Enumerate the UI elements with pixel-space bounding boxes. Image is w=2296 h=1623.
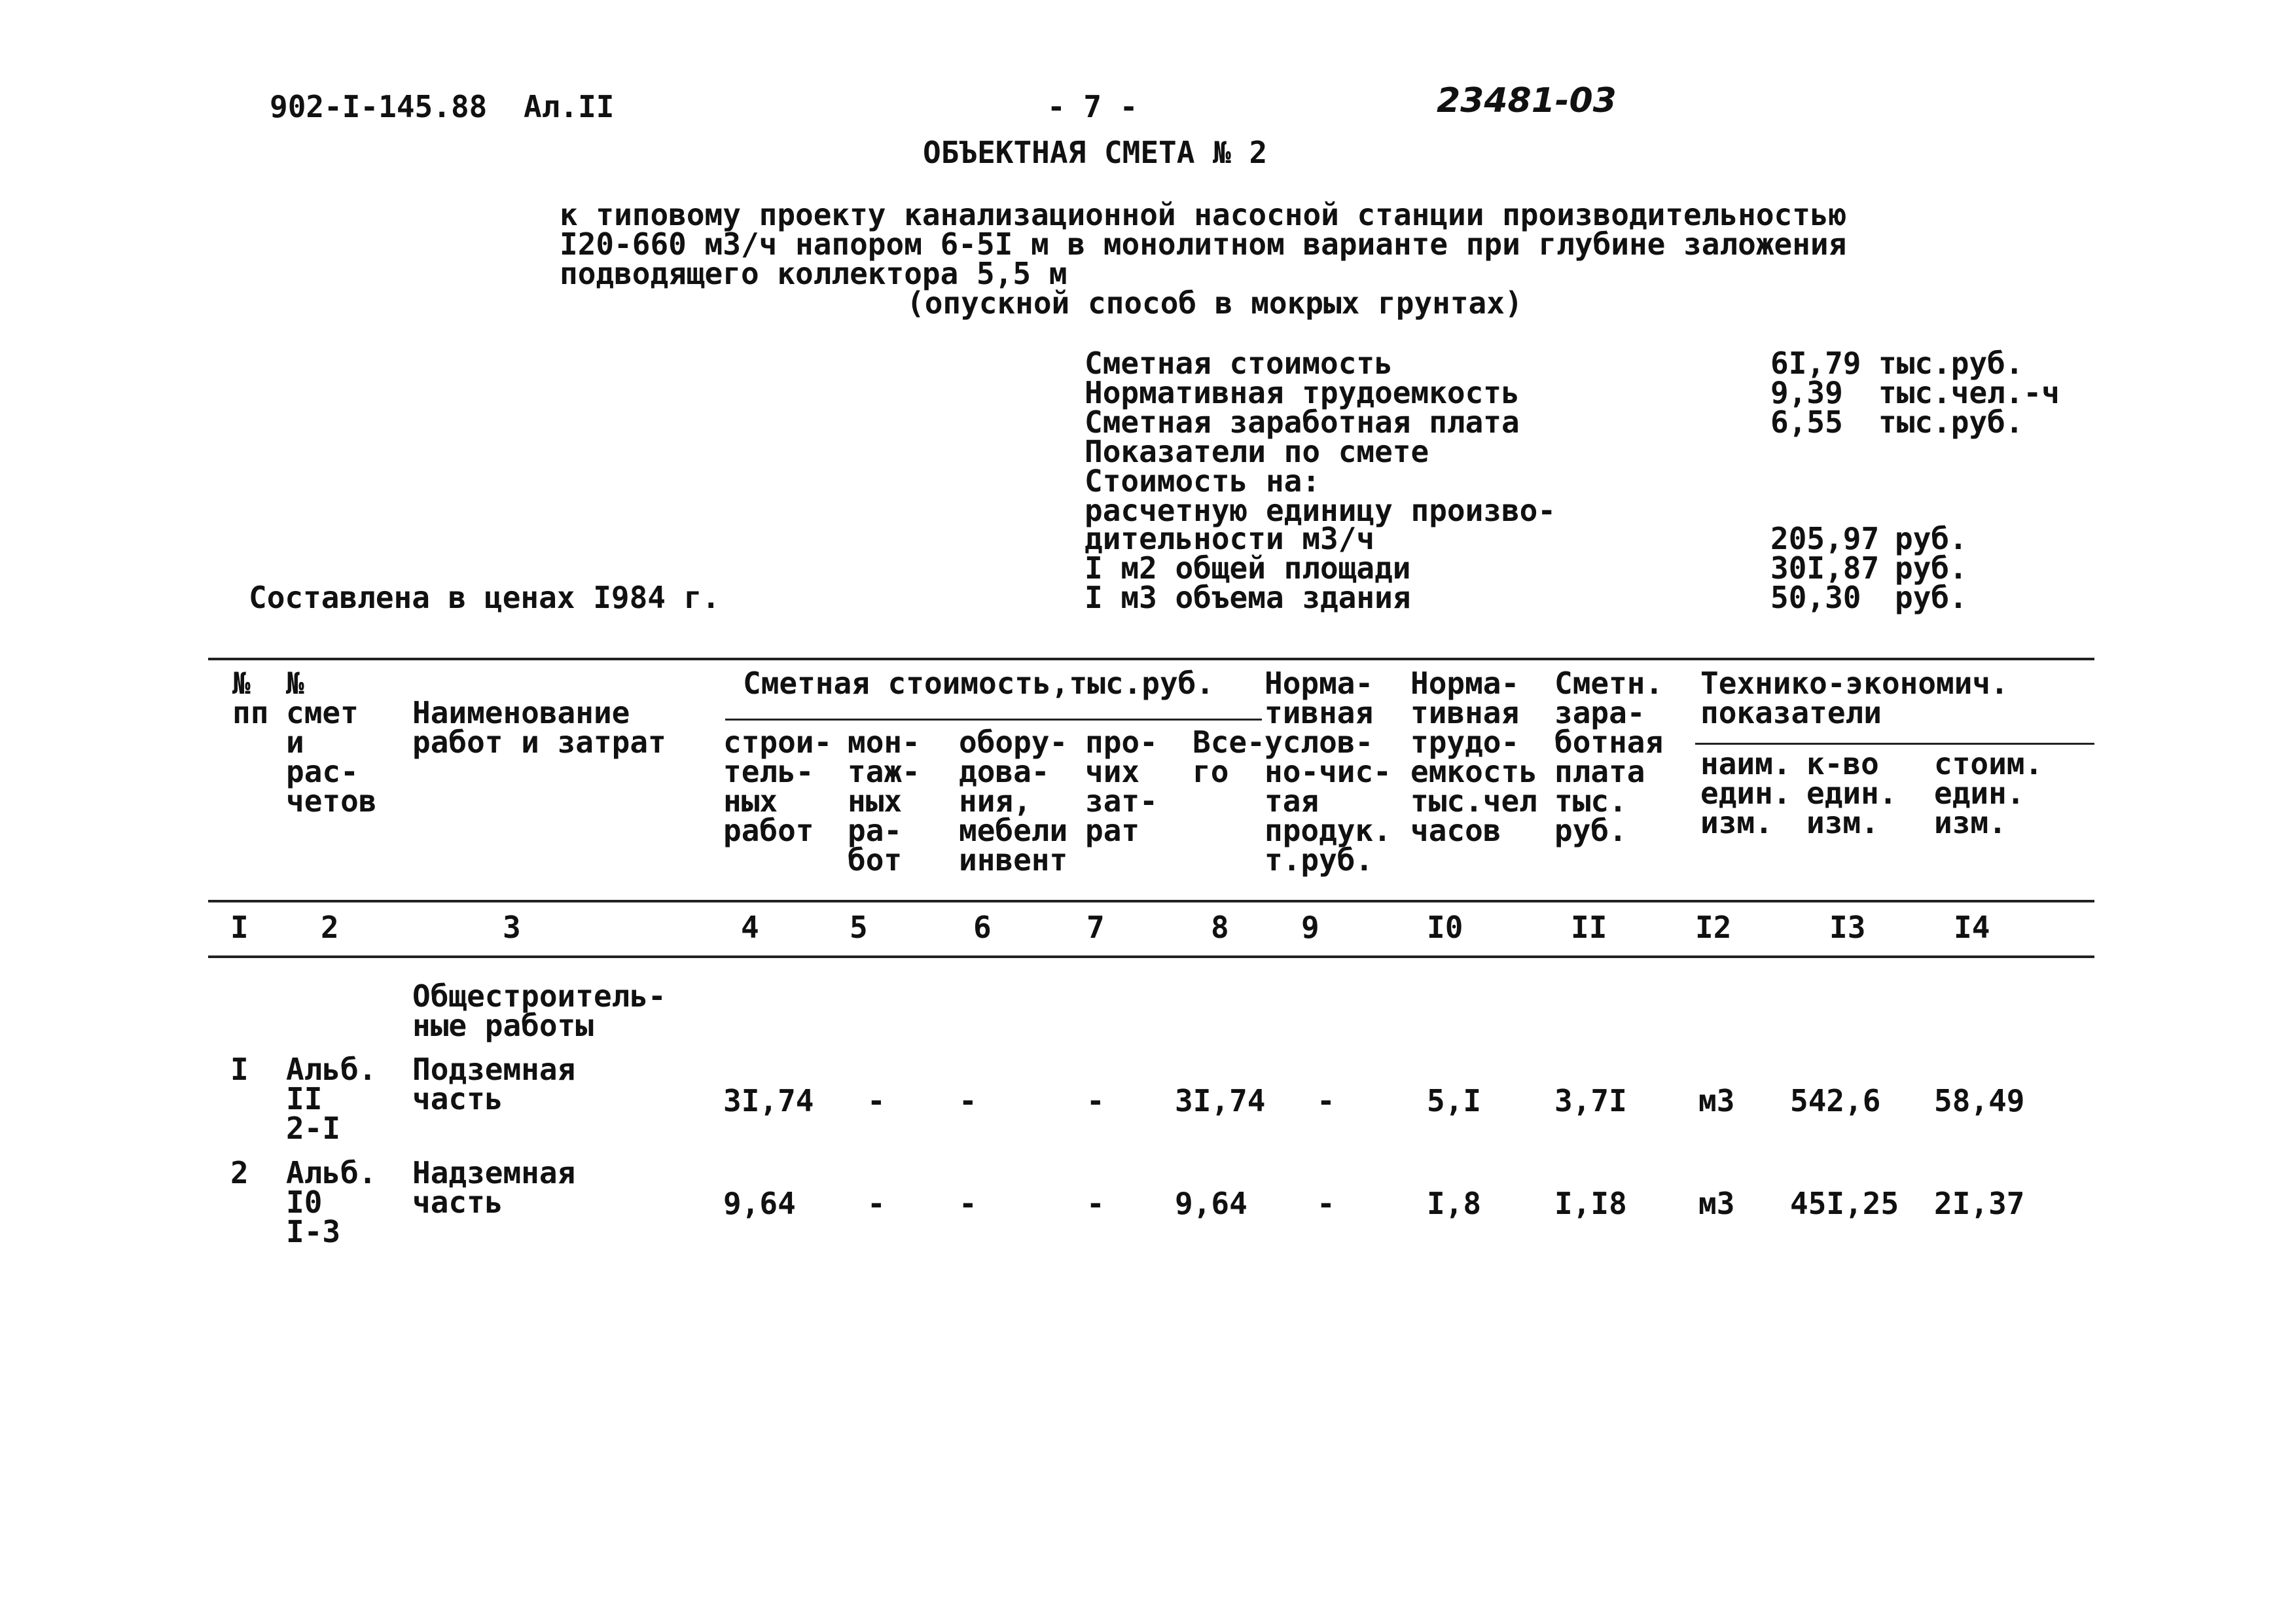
col-header-unit-name: наим. един. изм. [1700, 746, 1791, 840]
cell-unit-name: м3 [1698, 1186, 1735, 1221]
subtitle-line-4: (опускной способ в мокрых грунтах) [906, 285, 1523, 321]
page-number: - 7 - [1047, 89, 1138, 124]
col-number: I0 [1427, 910, 1463, 945]
cell-other: - [1086, 1083, 1105, 1118]
summary-value: 30I,87 [1770, 550, 1880, 586]
subtitle-line-1: к типовому проекту канализационной насосной станции производительностью [560, 197, 1847, 232]
col-header-total: Все- го [1193, 724, 1265, 789]
tech-group-rule [1695, 743, 2094, 745]
summary-label: расчетную единицу произво- [1085, 493, 1556, 528]
row-no: 2 [230, 1155, 249, 1190]
table-top-rule [208, 658, 2094, 660]
col-header-other: про- чих зат- рат [1085, 724, 1158, 848]
col-number: I [230, 910, 249, 945]
cell-labor: I,8 [1427, 1186, 1482, 1221]
summary-unit: руб. [1895, 521, 1967, 556]
col-header-name: Наименование работ и затрат [412, 695, 666, 760]
doc-code: 902-I-145.88 [270, 89, 488, 124]
handwritten-number: 23481-03 [1437, 81, 1617, 120]
col-number: 6 [973, 910, 992, 945]
prices-note: Составлена в ценах I984 г. [249, 580, 721, 615]
header-bottom-rule [208, 900, 2094, 902]
col-number: 8 [1211, 910, 1229, 945]
cell-installation: - [867, 1083, 886, 1118]
summary-unit: тыс.руб. [1878, 346, 2024, 381]
summary-label: Сметная заработная плата [1085, 404, 1520, 440]
cell-labor: 5,I [1427, 1083, 1482, 1118]
summary-value: 50,30 [1770, 580, 1861, 615]
subtitle-line-2: I20-660 м3/ч напором 6-5I м в монолитном варианте при глубине заложения [560, 226, 1847, 262]
cost-group-rule [725, 719, 1262, 721]
summary-unit: тыс.чел.-ч [1878, 375, 2060, 410]
col-header-installation: мон- таж- ных ра- бот [848, 724, 920, 878]
cell-unit-qty: 542,6 [1790, 1083, 1881, 1118]
summary-unit: тыс.руб. [1878, 404, 2024, 440]
document-title: ОБЪЕКТНАЯ СМЕТА № 2 [923, 135, 1268, 170]
cell-construction: 3I,74 [723, 1083, 814, 1118]
cell-equipment: - [959, 1186, 977, 1221]
cell-unit-name: м3 [1698, 1083, 1735, 1118]
col-number: I2 [1695, 910, 1732, 945]
col-header-ref: № смет и рас- четов [286, 666, 377, 819]
cell-total: 3I,74 [1175, 1083, 1266, 1118]
summary-value: 6,55 [1770, 404, 1843, 440]
summary-value: 9,39 [1770, 375, 1843, 410]
col-number: 9 [1301, 910, 1319, 945]
col-header-unit-cost: стоим. един. изм. [1934, 746, 2043, 840]
summary-unit: руб. [1895, 550, 1967, 586]
album-ref: Ал.II [524, 89, 615, 124]
summary-unit: руб. [1895, 580, 1967, 615]
cell-total: 9,64 [1175, 1186, 1247, 1221]
col-header-labor: Норма- тивная трудо- емкость тыс.чел часов [1410, 666, 1537, 848]
summary-value: 205,97 [1770, 521, 1880, 556]
row-name: Подземная часть [412, 1052, 576, 1116]
col-group-cost: Сметная стоимость,тыс.руб. [743, 666, 1215, 701]
cell-equipment: - [959, 1083, 977, 1118]
summary-label: дительности м3/ч [1085, 521, 1375, 556]
row-name: Надземная часть [412, 1155, 576, 1220]
cell-unit-qty: 45I,25 [1790, 1186, 1899, 1221]
col-group-tech: Технико-экономич. показатели [1700, 666, 2009, 730]
col-number: II [1571, 910, 1607, 945]
cell-unit-cost: 58,49 [1934, 1083, 2025, 1118]
row-ref: Альб. II 2-I [286, 1052, 377, 1146]
row-no: I [230, 1052, 249, 1087]
summary-value: 6I,79 [1770, 346, 1861, 381]
summary-label: I м2 общей площади [1085, 550, 1411, 586]
summary-label: Нормативная трудоемкость [1085, 375, 1520, 410]
col-header-wages: Сметн. зара- ботная плата тыс. руб. [1554, 666, 1664, 848]
numbers-bottom-rule [208, 955, 2094, 958]
cell-net-product: - [1317, 1186, 1335, 1221]
cell-wages: 3,7I [1554, 1083, 1627, 1118]
col-number: I4 [1954, 910, 1990, 945]
col-number: 3 [503, 910, 521, 945]
col-header-construction: строи- тель- ных работ [723, 724, 833, 848]
summary-label: Показатели по смете [1085, 434, 1429, 469]
col-header-equipment: обору- дова- ния, мебели инвент [959, 724, 1068, 878]
col-number: 4 [741, 910, 759, 945]
cell-wages: I,I8 [1554, 1186, 1627, 1221]
summary-label: I м3 объема здания [1085, 580, 1411, 615]
cell-installation: - [867, 1186, 886, 1221]
summary-label: Сметная стоимость [1085, 346, 1393, 381]
col-header-unit-qty: к-во един. изм. [1806, 746, 1897, 840]
col-header-net-product: Норма- тивная услов- но-чис- тая продук. т.руб. [1265, 666, 1391, 878]
cell-unit-cost: 2I,37 [1934, 1186, 2025, 1221]
row-ref: Альб. I0 I-3 [286, 1155, 377, 1249]
cell-net-product: - [1317, 1083, 1335, 1118]
col-number: 7 [1086, 910, 1105, 945]
col-header-no: № пп [232, 666, 269, 730]
col-number: 2 [321, 910, 339, 945]
cell-construction: 9,64 [723, 1186, 796, 1221]
col-number: I3 [1829, 910, 1866, 945]
cell-other: - [1086, 1186, 1105, 1221]
summary-label: Стоимость на: [1085, 463, 1321, 499]
section-heading: Общестроитель- ные работы [412, 978, 666, 1043]
col-number: 5 [850, 910, 868, 945]
subtitle-line-3: подводящего коллектора 5,5 м [560, 256, 1067, 291]
